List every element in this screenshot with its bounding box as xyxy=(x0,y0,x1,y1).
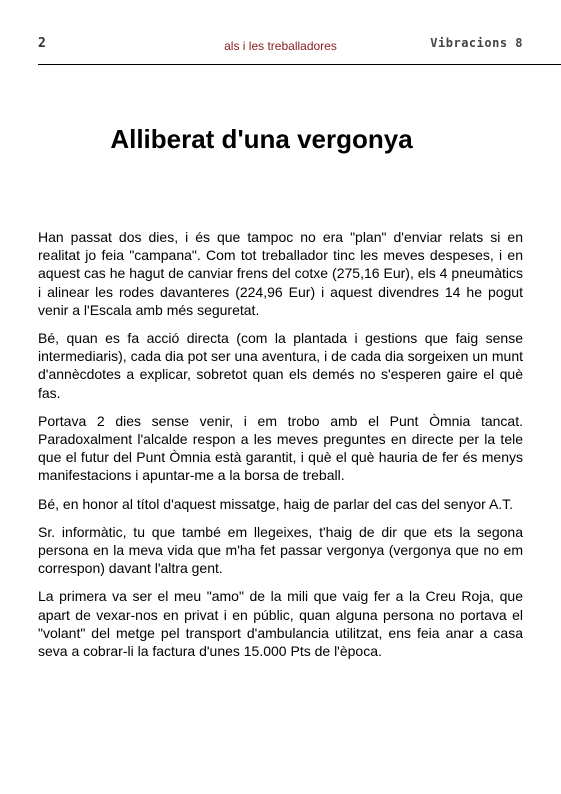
magazine-name: Vibracions 8 xyxy=(430,36,523,50)
paragraph: Bé, en honor al títol d'aquest missatge, haig de parlar del cas del senyor A.T. xyxy=(38,495,514,512)
header-rule xyxy=(38,64,561,65)
article-body xyxy=(38,228,523,670)
paragraph: Bé, quan es fa acció directa (com la plantada i gestions que faig sense intermediaris), cada dia pot ser una aventura, i de cada dia sorgeixen un munt d'annècdotes a explicar, sobretot quan els demés no s'esperen gaire el què fas. xyxy=(38,330,523,401)
article-title: Alliberat d'una vergonya xyxy=(110,124,413,154)
page-header xyxy=(38,34,523,56)
paragraph: Portava 2 dies sense venir, i em trobo amb el Punt Òmnia tancat. Paradoxalment l'alcalde respon a les meves preguntes en directe per la tele que el futur del Punt Òmnia està garantit, i què el què hauria de fer és menys manifestacions i apuntar-me a la borsa de treball. xyxy=(38,412,523,484)
running-title: als i les treballadores xyxy=(224,39,337,53)
page-number: 2 xyxy=(38,36,47,51)
paragraph: Han passat dos dies, i és que tampoc no era "plan" d'enviar relats si en realitat jo feia "campana". Com tot treballador tinc les meves despeses, i en aquest cas he hagut de canviar frens del cotxe (275,16 Eur), els 4 pneumàtics i alinear les rodes davanteres (224,96 Eur) i aquest divendres 14 he pogut venir a l'Escala amb més seguretat. xyxy=(38,229,523,318)
paragraph: Sr. informàtic, tu que també em llegeixes, t'haig de dir que ets la segona persona en la meva vida que m'ha fet passar vergonya (vergonya que no em correspon) davant l'altra gent. xyxy=(38,523,523,577)
paragraph: La primera va ser el meu "amo" de la mili que vaig fer a la Creu Roja, que apart de vexar-nos en privat i en públic, quan alguna persona no portava el "volant" del metge pel transport d'ambulancia utilitzat, ens feia anar a casa seva a cobrar-li la factura d'unes 15.000 Pts de l'època. xyxy=(38,588,523,660)
